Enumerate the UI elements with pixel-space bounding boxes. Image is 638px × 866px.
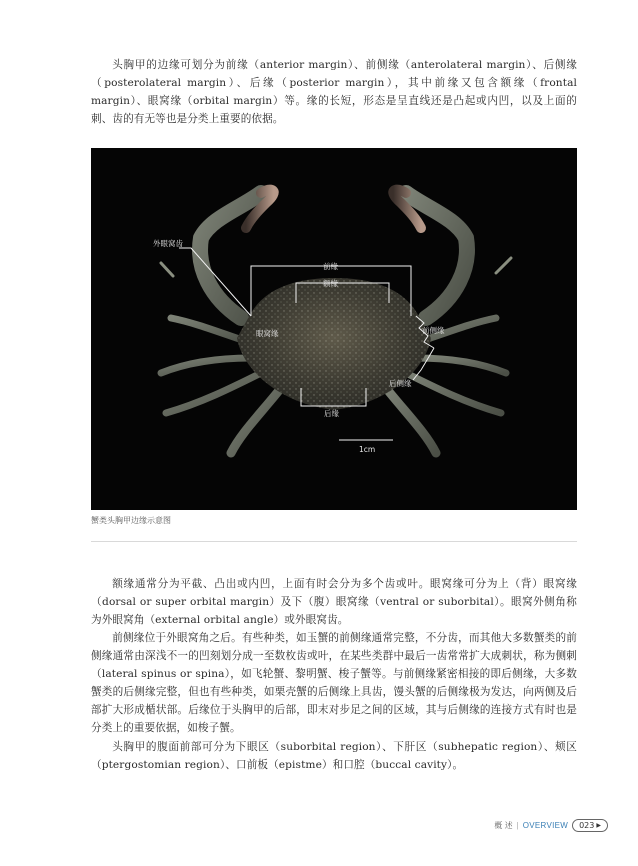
anterolateral-margin-paragraph: 前侧缘位于外眼窝角之后。有些种类，如玉蟹的前侧缘通常完整，不分齿，而其他大多数蟹类的前侧缘通常由深浅不一的凹刻划分成一至数枚齿或叶，在某些类群中最后一齿常常扩大成刺状，称为侧刺（lateral spinus or spina），如飞轮蟹、黎明蟹、梭子蟹等。与前侧缘紧密相接的即后侧缘，大多数蟹类的后侧缘完整，但也有些种类，如栗壳蟹的后侧缘上具齿，馒头蟹的后侧缘极为发达，向两侧及后部扩大形成楯状部。后缘位于头胸甲的后部，即末对步足之间的区域，其与后侧缘的连接方式有时也是分类上的重要依据，如梭子蟹。 bbox=[91, 632, 577, 734]
crab-carapace-figure bbox=[91, 148, 577, 510]
ventral-regions-paragraph: 头胸甲的腹面前部可分为下眼区（suborbital region）、下肝区（subhepatic region）、颊区（ptergostomian region）、口前板（epistme）和口腔（buccal cavity）。 bbox=[91, 741, 577, 771]
label-frontal-margin: 额缘 bbox=[323, 279, 338, 288]
page-arrow-icon: ▶ bbox=[596, 821, 601, 829]
crab-carapace bbox=[237, 278, 431, 410]
label-anterior-margin: 前缘 bbox=[323, 262, 338, 271]
figure-caption: 蟹类头胸甲边缘示意图 bbox=[91, 516, 171, 525]
intro-paragraph: 头胸甲的边缘可划分为前缘（anterior margin）、前侧缘（anterolateral margin）、后侧缘（posterolateral margin）、后缘（posterior margin），其中前缘又包含额缘（frontal margin）、眼窝缘（orbital margin）等。缘的长短，形态是呈直线还是凸起或内凹，以及上面的刺、齿的有无等也是分类上重要的依据。 bbox=[91, 59, 577, 125]
label-anterolateral-margin: 前侧缘 bbox=[422, 326, 445, 335]
footer-separator: | bbox=[516, 820, 519, 830]
label-posterolateral-margin: 后侧缘 bbox=[389, 379, 412, 388]
caption-divider bbox=[91, 541, 577, 542]
page-number: 023 bbox=[579, 820, 595, 830]
label-outer-orbital-tooth: 外眼窝齿 bbox=[153, 239, 183, 248]
label-scale: 1cm bbox=[359, 445, 376, 454]
footer-section-label: 概 述 bbox=[494, 820, 513, 830]
frontal-margin-paragraph: 额缘通常分为平截、凸出或内凹，上面有时会分为多个齿或叶。眼窝缘可分为上（背）眼窝缘（dorsal or super orbital margin）及下（腹）眼窝缘（ventral or suborbital）。眼窝外侧角称为外眼窝角（external orbital angle）或外眼窝齿。 bbox=[91, 578, 577, 626]
label-posterior-margin: 后缘 bbox=[324, 409, 339, 418]
footer-overview-label: OVERVIEW bbox=[522, 820, 569, 830]
page-number-badge bbox=[572, 819, 608, 832]
page-footer bbox=[494, 817, 608, 833]
label-orbital-margin: 眼窝缘 bbox=[256, 329, 279, 338]
crab-illustration bbox=[91, 148, 577, 510]
